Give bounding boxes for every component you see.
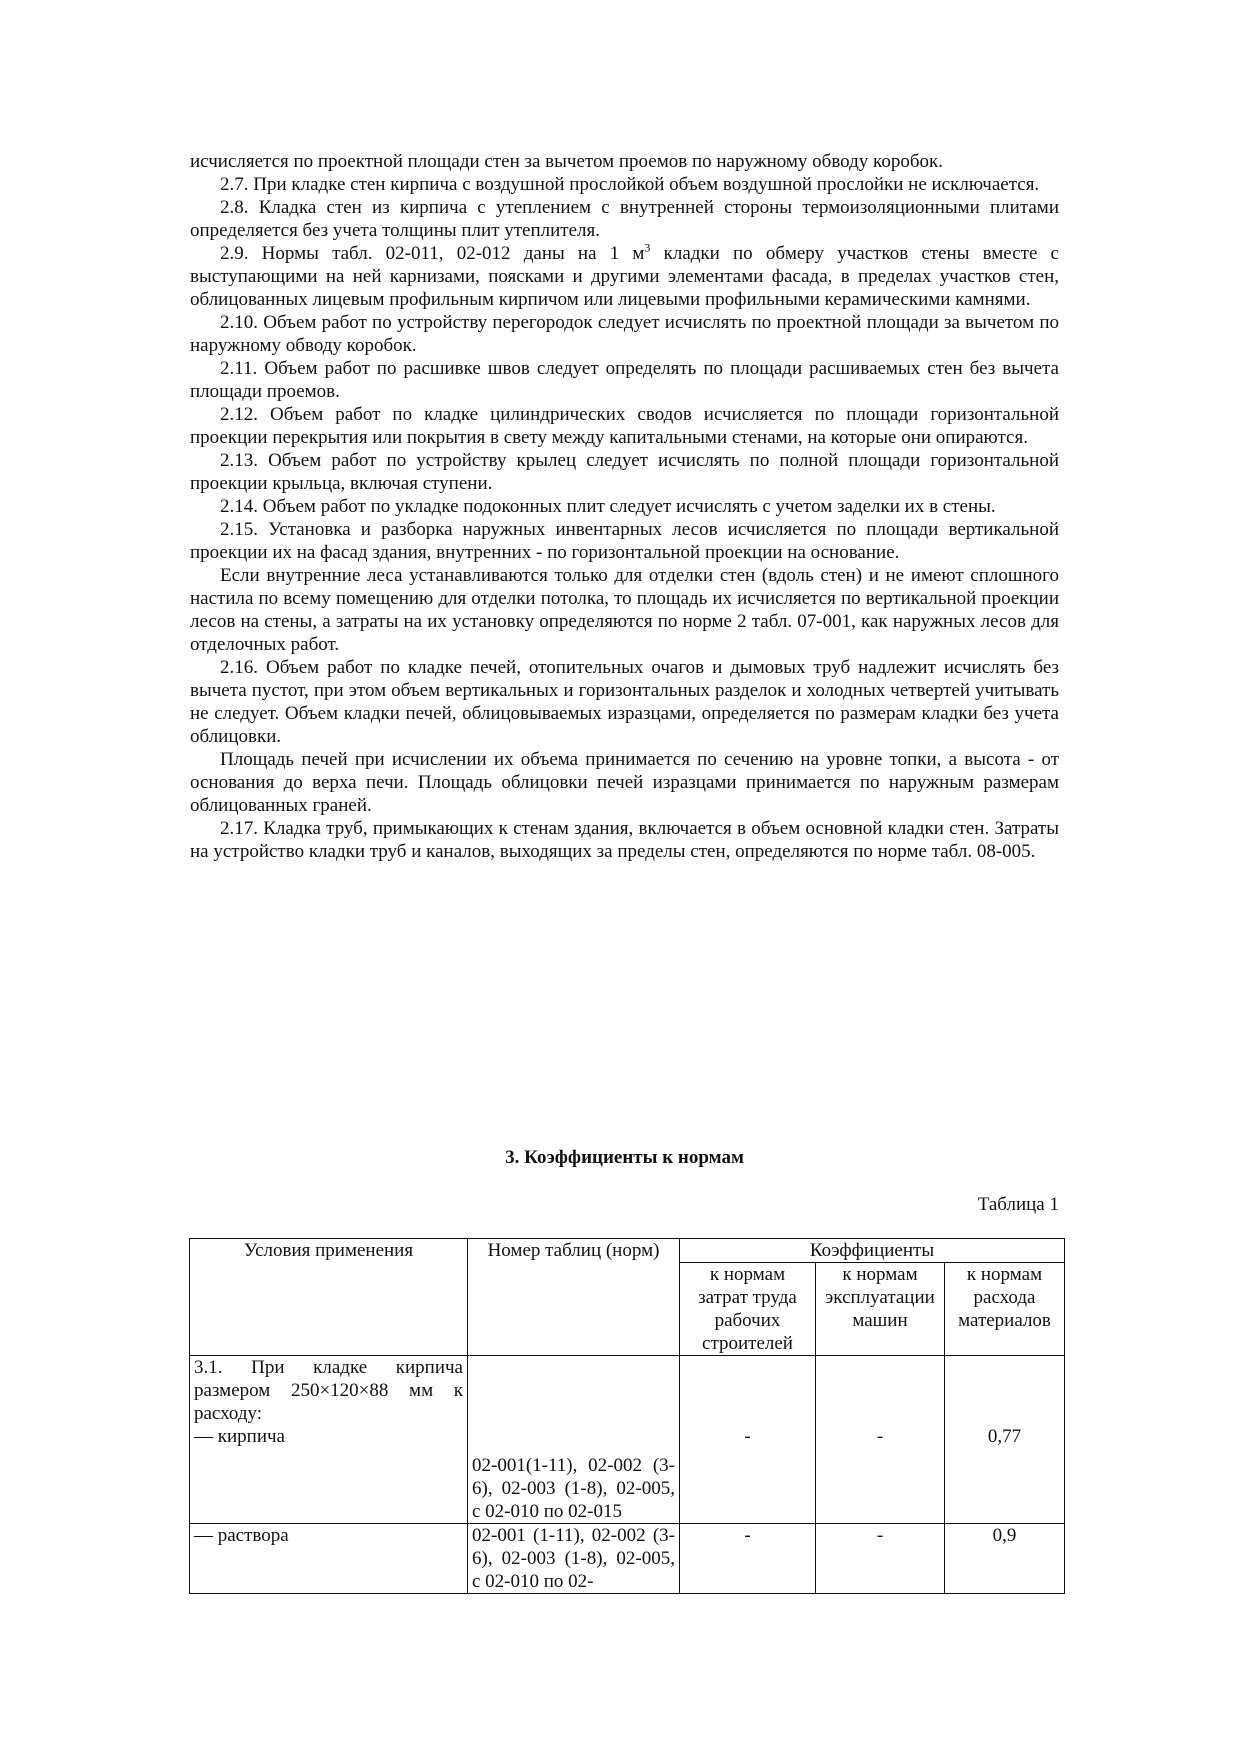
table-header-row: [190, 1239, 1065, 1263]
coefficients-table: [189, 1238, 1065, 1594]
paragraph: 2.10. Объем работ по устройству перегородок следует исчислять по проектной площади за вычетом по наружному обводу коробок.: [190, 312, 1059, 356]
condition-cell: — раствора: [190, 1524, 468, 1594]
machines-cell: -: [816, 1524, 945, 1594]
materials-cell: 0,9: [945, 1524, 1065, 1594]
condition-text: — кирпича: [194, 1426, 285, 1447]
header-coefficients: Коэффициенты: [680, 1239, 1065, 1263]
labor-cell: -: [680, 1524, 816, 1594]
document-body: [190, 150, 1059, 863]
paragraph: 2.8. Кладка стен из кирпича с утеплением с внутренней стороны термоизоляционными плитами определяется без учета толщины плит утеплителя.: [190, 197, 1059, 241]
norms-cell: 02-001 (1-11), 02-002 (3-6), 02-003 (1-8), 02-005, с 02-010 по 02-: [468, 1524, 680, 1594]
paragraph: 2.14. Объем работ по укладке подоконных плит следует исчислять с учетом заделки их в стены.: [220, 496, 996, 517]
superscript: 3: [644, 240, 651, 255]
paragraph: 2.11. Объем работ по расшивке швов следует определять по площади расшиваемых стен без вычета площади проемов.: [190, 358, 1059, 402]
header-labor: к нормам затрат труда рабочих строителей: [680, 1263, 816, 1356]
labor-cell: [680, 1356, 816, 1524]
paragraph: 2.13. Объем работ по устройству крылец следует исчислять по полной площади горизонтальной проекции крыльца, включая ступени.: [190, 450, 1059, 494]
table-row: [190, 1356, 1065, 1524]
machines-cell: [816, 1356, 945, 1524]
paragraph: [190, 242, 1059, 311]
paragraph-text: 2.9. Нормы табл. 02-011, 02-012 даны на 1 м: [220, 243, 645, 264]
labor-value: -: [744, 1426, 751, 1447]
paragraph: 2.7. При кладке стен кирпича с воздушной прослойкой объем воздушной прослойки не исключается.: [220, 174, 1040, 195]
paragraph: Если внутренние леса устанавливаются только для отделки стен (вдоль стен) и не имеют сплошного настила по всему помещению для отделки потолка, то площадь их исчисляется по вертикальной проекции лесов на стены, а затраты на их установку определяются по норме 2 табл. 07-001, как наружных лесов для отделочных работ.: [190, 565, 1059, 655]
norms-cell: 02-001(1-11), 02-002 (3-6), 02-003 (1-8), 02-005, с 02-010 по 02-015: [468, 1356, 680, 1524]
header-machines: к нормам эксплуатации машин: [816, 1263, 945, 1356]
header-table-numbers: Номер таблиц (норм): [468, 1239, 680, 1356]
machines-value: -: [876, 1426, 884, 1447]
header-conditions: Условия применения: [190, 1239, 468, 1356]
paragraph: 2.16. Объем работ по кладке печей, отопительных очагов и дымовых труб надлежит исчислять без вычета пустот, при этом объем вертикальных и горизонтальных разделок и холодных четвертей учитывать не следует. Объем кладки печей, облицовываемых изразцами, определяется по размерам кладки без учета облицовки.: [190, 657, 1059, 747]
section-title: 3. Коэффициенты к нормам: [505, 1147, 744, 1168]
materials-value: 0,77: [987, 1426, 1022, 1447]
paragraph: 2.17. Кладка труб, примыкающих к стенам здания, включается в объем основной кладки стен. Затраты на устройство кладки труб и каналов, выходящих за пределы стен, определяются по норме табл. 08-005.: [190, 818, 1059, 862]
paragraph: Площадь печей при исчислении их объема принимается по сечению на уровне топки, а высота - от основания до верха печи. Площадь облицовки печей изразцами принимается по наружным размерам облицованных граней.: [190, 749, 1059, 816]
materials-cell: [945, 1356, 1065, 1524]
condition-cell: [190, 1356, 468, 1524]
paragraph: 2.15. Установка и разборка наружных инвентарных лесов исчисляется по площади вертикальной проекции их на фасад здания, внутренних - по горизонтальной проекции на основание.: [190, 519, 1059, 563]
header-materials: к нормам расхода материалов: [945, 1263, 1065, 1356]
condition-intro: 3.1. При кладке кирпича размером 250×120×88 мм к расходу:: [194, 1357, 463, 1424]
paragraph: исчисляется по проектной площади стен за вычетом проемов по наружному обводу коробок.: [190, 151, 943, 172]
table-row: [190, 1524, 1065, 1594]
paragraph-text: кладки по обмеру участков стены вместе с выступающими на ней карнизами, поясками и другими элементами фасада, в пределах участков стен, облицованных лицевым профильным кирпичом или лицевыми профильными керамическими камнями.: [190, 243, 1059, 310]
paragraph: 2.12. Объем работ по кладке цилиндрических сводов исчисляется по площади горизонтальной проекции перекрытия или покрытия в свету между капитальными стенами, на которые они опираются.: [190, 404, 1059, 448]
table-label: Таблица 1: [977, 1194, 1059, 1215]
